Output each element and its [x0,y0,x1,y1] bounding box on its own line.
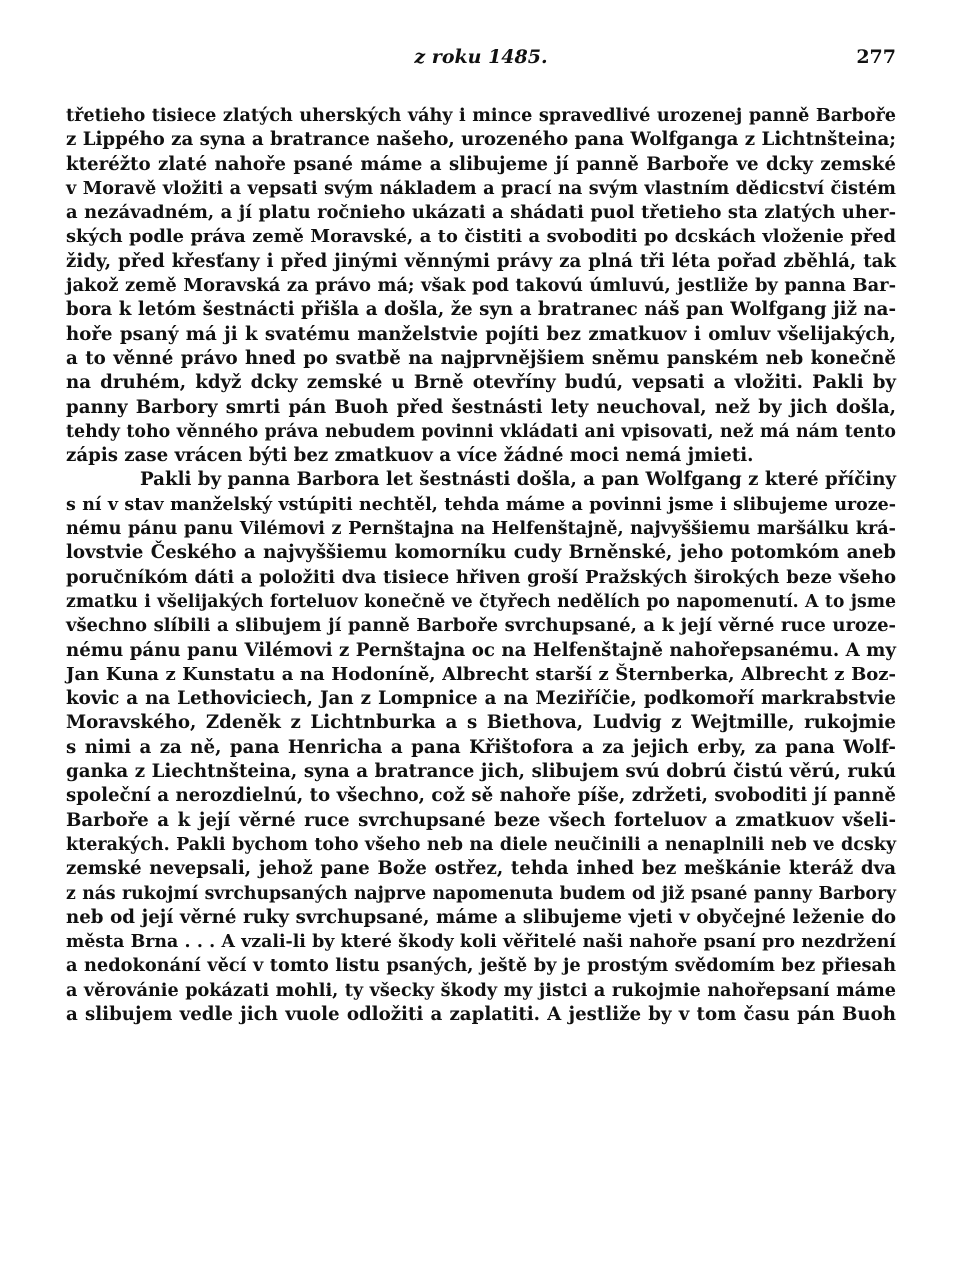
text-line: na druhém, když dcky zemské u Brně otevříny budú, vepsati a vložiti. Pakli by [66,372,896,394]
text-line: s ní v stav manželský vstúpiti nechtěl, tehda máme a povinni jsme i slibujeme uroze- [66,494,896,515]
running-title: z roku 1485. [414,46,548,68]
text-line: jakož země Moravská za právo má; však pod takovú úmluvú, jestliže by panna Bar- [66,275,896,297]
text-line: Jan Kuna z Kunstatu a na Hodoníně, Albrecht starší z Šternberka, Albrecht z Boz- [66,663,896,685]
text-line: všechno slíbili a slibujem jí panně Barboře svrchupsané, a k její věrné ruce uroze- [66,615,896,637]
text-line: Barboře a k její věrné ruce svrchupsané beze všech forteluov a zmatkuov všeli- [66,809,896,831]
text-line: tehdy toho věnného práva nebudem povinni vkládati ani vpisovati, než má nám tento [66,421,896,442]
text-line: z Lippého za syna a bratrance našeho, urozeného pana Wolfganga z Lichtnšteina; [66,129,896,151]
text-line: a to věnné právo hned po svatbě na najprvnějšiem sněmu panském neb konečně [66,347,896,369]
text-line: kterakých. Pakli bychom toho všeho neb na diele neučinili a nenaplnili neb ve dcsky [66,834,896,855]
text-line: společní a nerozdielnú, to všechno, což sě nahoře píše, zdržeti, svoboditi jí panně [66,785,896,807]
text-line: bora k letóm šestnácti přišla a došla, že syn a bratranec náš pan Wolfgang již na- [66,299,896,321]
text-line: a nedokonání věcí v tomto listu psaných, ještě by je prostým svědomím bez přiesah [66,955,896,977]
text-line: židy, před křesťany i před jinými věnnými právy za plná tři léta pořad zběhlá, tak [66,250,896,272]
text-line: kteréžto zlaté nahoře psané máme a slibujeme jí panně Barboře ve dcky zemské [66,153,896,175]
text-line: zemské nevepsali, jehož pane Bože ostřez, tehda inhed bez meškánie kteráž dva [66,858,896,880]
text-line: nému pánu panu Vilémovi z Pernštajna oc na Helfenštajně nahořepsanému. A my [66,639,896,661]
text-line: Pakli by panna Barbora let šestnásti došla, a pan Wolfgang z které příčiny [140,469,896,491]
text-line: poručníkóm dáti a položiti dva tisiece hřiven groší Pražských širokých beze všeho [66,566,896,588]
paragraph-2 [66,468,896,1027]
text-line: třetieho tisiece zlatých uherských váhy i mince spravedlivé urozenej panně Barboře [66,105,896,126]
text-line: kovic a na Lethoviciech, Jan z Lompnice a na Meziříčie, podkomoří markrabstvie [66,688,896,710]
text-line: zápis zase vrácen býti bez zmatkuov a více žádné moci nemá jmieti. [66,445,754,467]
text-line: z nás rukojmí svrchupsaných najprve napomenuta budem od již psané panny Barbory [66,883,896,904]
text-line: ských podle práva země Moravské, a to čistiti a svoboditi po dcskách vloženie před [66,226,896,248]
text-line: ganka z Liechtnšteina, syna a bratrance jich, slibujem svú dobrú čistú věrú, rukú [66,761,896,783]
text-line: neb od její věrné ruky svrchupsané, máme a slibujeme vjeti v obyčejné leženie do [66,906,896,928]
text-line: Moravského, Zdeněk z Lichtnburka a s Biethova, Ludvig z Wejtmille, rukojmie [66,712,896,734]
text-line: panny Barbory smrti pán Buoh před šestnásti lety neuchoval, než by jich došla, [66,396,896,418]
text-line: nému pánu panu Vilémovi z Pernštajna na Helfenštajně, najvyššiemu maršálku krá- [66,518,896,540]
running-header [66,44,896,80]
page-number: 277 [856,46,896,68]
text-line: v Moravě vložiti a vepsati svým nákladem a prací na svým vlastním dědicství čistém [66,177,896,199]
text-line: a slibujem vedle jich vuole odložiti a zaplatiti. A jestliže by v tom času pán Buoh [66,1003,896,1025]
document-page [66,44,896,1244]
text-line: města Brna . . . A vzali-li by které škody koli věřitelé naši nahoře psaní pro nezdržení [66,932,896,953]
text-line: lovstvie Českého a najvyššiemu komorníku cudy Brněnské, jeho potomkóm aneb [66,542,896,564]
text-line: hoře psaný má ji k svatému manželstvie pojíti bez zmatkuov i omluv všelijakých, [66,323,896,345]
text-line: zmatku i všelijakých forteluov konečně ve čtyřech nedělích po napomenutí. A to jsme [66,591,896,612]
text-line: a nezávadném, a jí platu ročnieho ukázati a shádati puol třetieho sta zlatých uher- [66,202,896,224]
body-text [66,104,896,1027]
text-line: a věrovánie pokázati mohli, ty všecky škody my jistci a rukojmie nahořepsaní máme [66,979,896,1001]
paragraph-1 [66,104,896,468]
text-line: s nimi a za ně, pana Henricha a pana Křištofora a za jejich erby, za pana Wolf- [66,736,896,758]
